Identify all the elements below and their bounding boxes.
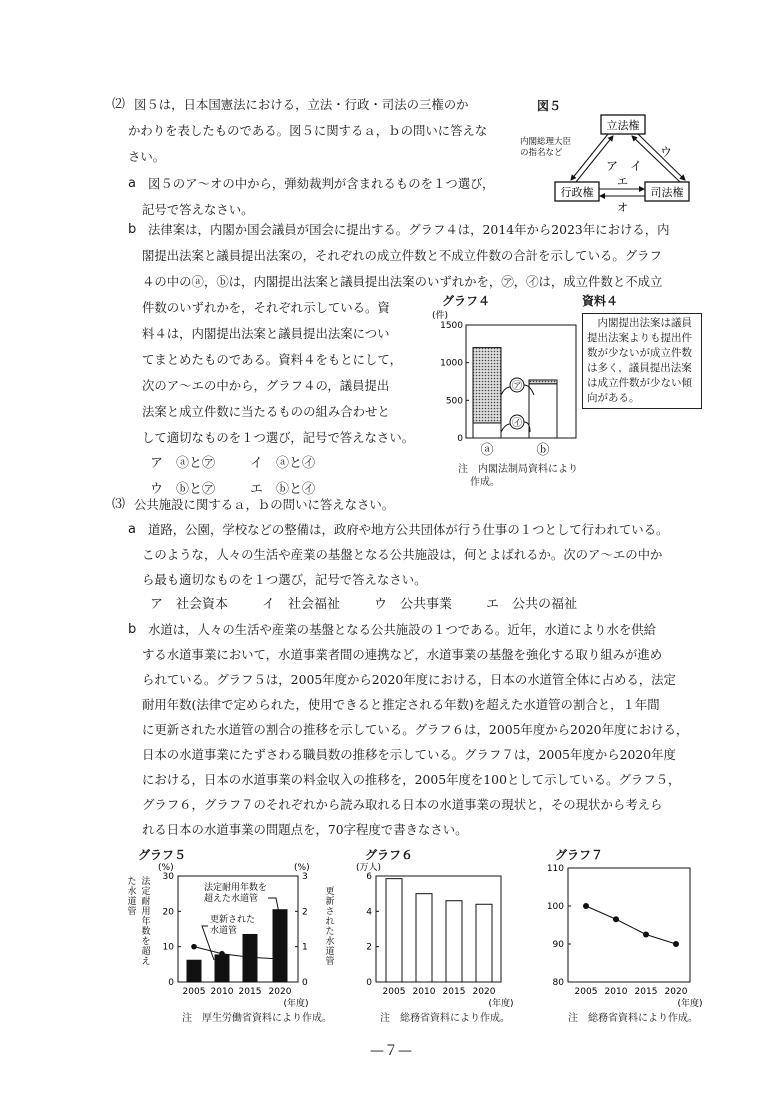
q2b-line-2: 閣提出法案と議員提出法案の，それぞれの成立件数と不成立件数の合計を示している。グラフ [142, 248, 662, 263]
graph6-chart [356, 860, 534, 1010]
q3b-line-1: 水道は，人々の生活や産業の基盤となる公共施設の１つである。近年，水道により水を供給 [148, 622, 657, 637]
q3a-choice-u[interactable]: ウ 公共事業 [374, 597, 453, 612]
arrow-label-e: エ [617, 175, 628, 188]
graph4-title: グラフ４ [442, 294, 491, 308]
graph6-y-unit: (万人) [356, 863, 382, 873]
graph4-note-2: 作成。 [470, 477, 500, 488]
node-executive: 行政権 [560, 186, 594, 199]
graph6-ytick-2: 2 [366, 942, 372, 953]
graph7-x-unit: (年度) [677, 999, 703, 1009]
q2b-line-4: 件数のいずれかを，それぞれ示している。資 [142, 300, 390, 315]
graph4-ytick-1500: 1500 [440, 321, 463, 331]
graph6-x-unit: (年度) [488, 999, 514, 1009]
graph7-ytick-90: 90 [552, 940, 564, 950]
graph4-bar-0-lower [473, 423, 501, 438]
graph5-ytick-left-20: 20 [162, 907, 174, 918]
figure5-title: 図５ [537, 99, 562, 113]
graph5-callout-line-1: 更新された [210, 915, 256, 925]
graph4-bar-1-upper [529, 380, 557, 384]
graph6-ytick-6: 6 [366, 872, 372, 882]
graph5-ytick-right-1: 1 [302, 942, 308, 953]
graph4-y-unit: (件) [432, 311, 449, 321]
graph5-bar-2010 [215, 954, 230, 982]
graph7-chart [540, 860, 740, 1010]
graph5-y-right-label-char: た [325, 927, 335, 937]
graph5-y-left-label-2-char: た [127, 877, 137, 887]
graph5-y-left-label-1-char: 数 [141, 927, 151, 937]
graph5-ytick-right-2: 2 [302, 907, 308, 918]
graph7-point-2010 [613, 916, 619, 922]
graph6-bar-2015 [446, 901, 462, 982]
graph5-callout-bar-1: 法定耐用年数を [204, 883, 268, 893]
graph7-note: 注 総務省資料により作成。 [568, 1013, 698, 1024]
graph5-y-right-label-char: 管 [325, 957, 335, 967]
arrow-label-o: オ [617, 201, 628, 214]
graph5-y-left-label-1-char: 耐 [141, 897, 151, 907]
q3b-label: b [128, 622, 137, 637]
material4-title: 資料４ [582, 294, 619, 308]
graph7-line [586, 906, 676, 944]
q3-intro: 公共施設に関するａ，ｂの問いに答えなさい。 [134, 497, 395, 512]
q3a-line-1: 道路，公園，学校などの整備は，政府や地方公共団体が行う仕事の１つとして行われている。 [148, 522, 669, 537]
q2b-line-5: 料４は，内閣提出法案と議員提出法案につい [142, 326, 390, 341]
graph4-callout-a: ㋐ [512, 381, 522, 392]
q2-intro-line-2: かわりを表したものである。図５に関するａ，ｂの問いに答えな [128, 123, 488, 138]
q3a-choice-a[interactable]: ア 社会資本 [150, 597, 229, 612]
graph7-ytick-100: 100 [546, 902, 564, 912]
q2-intro-line-3: さい。 [128, 149, 166, 164]
q3b-line-8: グラフ６，グラフ７のそれぞれから読み取れる日本の水道事業の現状と，その現状から考えら [142, 797, 663, 812]
q2a-label: a [128, 176, 136, 191]
graph5-callout-line-2: 水道管 [210, 926, 238, 936]
graph5-ytick-left-10: 10 [162, 942, 174, 953]
graph7-xtick-2020: 2020 [664, 987, 688, 997]
graph4-xtick-1: ⓑ [536, 443, 550, 458]
graph5-ytick-right-3: 3 [302, 872, 308, 882]
graph7-point-2015 [643, 932, 649, 938]
graph5-y-left-label-1-char: 用 [141, 907, 151, 917]
graph5-y-left-label-2-char: 水 [127, 887, 137, 897]
graph4-chart [430, 305, 580, 465]
graph5-y-left-label-2-char: 道 [127, 897, 137, 907]
q2b-line-9: して適切なものを１つ選び，記号で答えなさい。 [142, 430, 415, 445]
q2b-label: b [128, 222, 137, 237]
arrow-legislative-to-executive [571, 134, 608, 180]
graph5-y-right-unit: (%) [294, 863, 310, 873]
graph5-callout-bar-2: 超えた水道管 [204, 894, 259, 904]
graph5-y-right-label-char: れ [325, 917, 335, 927]
graph7-xtick-2005: 2005 [574, 987, 598, 997]
q2b-line-7: 次のア～エの中から，グラフ４の，議員提出 [142, 378, 390, 393]
graph6-ytick-4: 4 [366, 907, 372, 918]
q2b-line-6: てまとめたものである。資料４をもとにして， [142, 352, 402, 367]
graph5-ytick-right-0: 0 [302, 978, 308, 988]
q2b-line-3: ４の中のⓐ，ⓑは，内閣提出法案と議員提出法案のいずれかを，㋐，㋑は，成立件数と不成立 [142, 274, 663, 289]
graph5-bar-2005 [187, 960, 202, 982]
figure5-diagram [520, 110, 720, 215]
q3b-line-3: られている。グラフ５は，2005年度から2020年度における，日本の水道管全体に占める，法定 [142, 672, 676, 687]
q3b-line-6: 日本の水道事業にたずさわる職員数の推移を示している。グラフ７は，2005年度から2020年度 [142, 747, 676, 762]
q3-number: ⑶ [112, 497, 126, 512]
graph6-note: 注 総務省資料により作成。 [380, 1013, 510, 1024]
annotation-line-1: 内閣総理大臣 [520, 137, 572, 147]
graph5-y-left-unit: (%) [158, 863, 174, 873]
graph5-point-2005 [191, 944, 197, 950]
q3b-line-2: する水道事業において，水道事業者間の連携など，水道事業の基盤を強化する取り組みが進め [142, 647, 663, 662]
annotation-line-2: の指名など [520, 148, 563, 158]
q3b-line-5: に更新された水道管の割合の推移を示している。グラフ６は，2005年度から2020年度における， [142, 722, 689, 737]
q3b-line-4: 耐用年数(法律で定められた，使用できると推定される年数)を超えた水道管の割合と，１年間 [142, 697, 660, 712]
graph6-bar-2010 [416, 894, 432, 982]
graph5-xtick-2005: 2005 [182, 987, 206, 997]
graph5-note: 注 厚生労働省資料により作成。 [182, 1013, 332, 1024]
graph4-ytick-1000: 1000 [440, 358, 463, 369]
q3a-line-2: このような，人々の生活や産業の基盤となる公共施設は，何とよばれるか。次のア～エの中か [142, 547, 663, 562]
graph5-y-right-label-char: 道 [325, 947, 335, 957]
graph5-y-right-label [325, 886, 334, 967]
q2a-line-1: 図５のア～オの中から，弾劾裁判が含まれるものを１つ選び， [148, 176, 495, 191]
graph4-bar-0-upper [473, 348, 501, 423]
graph4-ytick-500: 500 [445, 396, 463, 407]
graph4-note-1: 注 内閣法制局資料により [458, 464, 578, 475]
graph7-point-2005 [583, 903, 589, 909]
node-legislative: 立法権 [606, 119, 640, 132]
q2-intro-line-1: 図５は，日本国憲法における，立法・行政・司法の三権のか [134, 97, 469, 112]
graph5-xtick-2010: 2010 [210, 987, 234, 997]
graph5-y-right-label-char: 水 [325, 937, 335, 947]
graph5-chart [118, 860, 353, 1010]
q2b-choice-e[interactable]: エ ⓑと㋑ [250, 482, 316, 497]
graph5-y-left-label-2-char: 管 [127, 907, 137, 917]
graph6-xtick-2015: 2015 [442, 987, 466, 997]
graph5-x-unit: (年度) [283, 999, 309, 1009]
page-number: —７— [370, 1043, 412, 1059]
graph6-xtick-2005: 2005 [382, 987, 406, 997]
q3a-choice-i[interactable]: イ 社会福祉 [262, 597, 341, 612]
graph5-y-left-label-1-char: 超 [141, 947, 151, 957]
graph7-ytick-80: 80 [552, 978, 564, 988]
graph5-y-left-label-1-char: 年 [141, 917, 151, 927]
graph6-bar-2005 [386, 879, 402, 982]
q3a-line-3: ら最も適切なものを１つ選び，記号で答えなさい。 [142, 572, 427, 587]
graph5-y-right-label-char: 更 [325, 887, 335, 897]
graph5-ytick-left-30: 30 [162, 872, 174, 882]
graph5-y-right-label-char: さ [325, 907, 335, 917]
q2a-line-2: 記号で答えなさい。 [142, 202, 254, 217]
graph6-xtick-2020: 2020 [472, 987, 496, 997]
q2b-choice-a[interactable]: ア ⓐと㋐ [150, 456, 216, 471]
graph4-xtick-0: ⓐ [480, 443, 494, 458]
graph4-ytick-0: 0 [457, 434, 463, 444]
q2b-line-1: 法律案は，内閣か国会議員が国会に提出する。グラフ４は，2014年から2023年における，内 [148, 222, 670, 237]
graph5-y-left-label-1-char: を [141, 937, 151, 947]
q2b-choice-u[interactable]: ウ ⓑと㋐ [150, 482, 216, 497]
q3a-choice-e[interactable]: エ 公共の福祉 [486, 597, 578, 612]
graph5-line [194, 947, 280, 959]
arrow-label-i: イ [630, 159, 643, 173]
graph6-title: グラフ６ [365, 848, 414, 862]
graph5-y-left-label-1-char: 定 [141, 887, 151, 897]
graph4-bar-1-lower [529, 384, 557, 438]
q2b-choice-i[interactable]: イ ⓐと㋑ [250, 456, 316, 471]
graph6-ytick-0: 0 [366, 978, 372, 988]
graph5-y-left-label-1-char: え [141, 957, 151, 967]
graph5-y-right-label-char: 新 [325, 897, 335, 907]
graph7-point-2020 [673, 941, 679, 947]
graph7-title: グラフ７ [555, 848, 604, 862]
q3a-label: a [128, 522, 136, 537]
graph7-xtick-2015: 2015 [634, 987, 658, 997]
graph6-bar-2020 [476, 904, 492, 982]
graph5-xtick-2015: 2015 [238, 987, 262, 997]
graph5-y-left-label-1 [141, 875, 151, 967]
arrow-label-u: ウ [660, 145, 673, 159]
graph5-bar-2020 [273, 909, 288, 982]
q3b-line-7: における，日本の水道事業の料金収入の推移を，2005年度を100として示している。グラフ５， [142, 772, 681, 787]
graph5-point-2010 [219, 951, 225, 957]
q2b-line-8: 法案と成立件数に当たるものの組み合わせと [142, 404, 390, 419]
material4-box: 内閣提出法案は議員提出法案よりも提出件数が少ないが成立件数は多く，議員提出法案は成立件数が少ない傾向がある。 [582, 313, 702, 409]
graph6-xtick-2010: 2010 [412, 987, 436, 997]
graph7-ytick-110: 110 [546, 864, 564, 874]
graph5-y-left-label-1-char: 法 [141, 877, 151, 887]
graph5-ytick-left-0: 0 [168, 978, 174, 988]
arrow-label-a: ア [606, 159, 619, 173]
q2-number: ⑵ [112, 97, 126, 112]
graph5-y-left-label-2 [127, 876, 136, 917]
node-judicial: 司法権 [650, 186, 684, 199]
graph7-xtick-2010: 2010 [604, 987, 628, 997]
graph5-title: グラフ５ [138, 848, 187, 862]
q3b-line-9: れる日本の水道事業の問題点を，70字程度で書きなさい。 [142, 822, 468, 837]
graph4-callout-i: ㋑ [512, 418, 522, 429]
graph5-xtick-2020: 2020 [268, 987, 292, 997]
graph7-frame [568, 868, 690, 982]
